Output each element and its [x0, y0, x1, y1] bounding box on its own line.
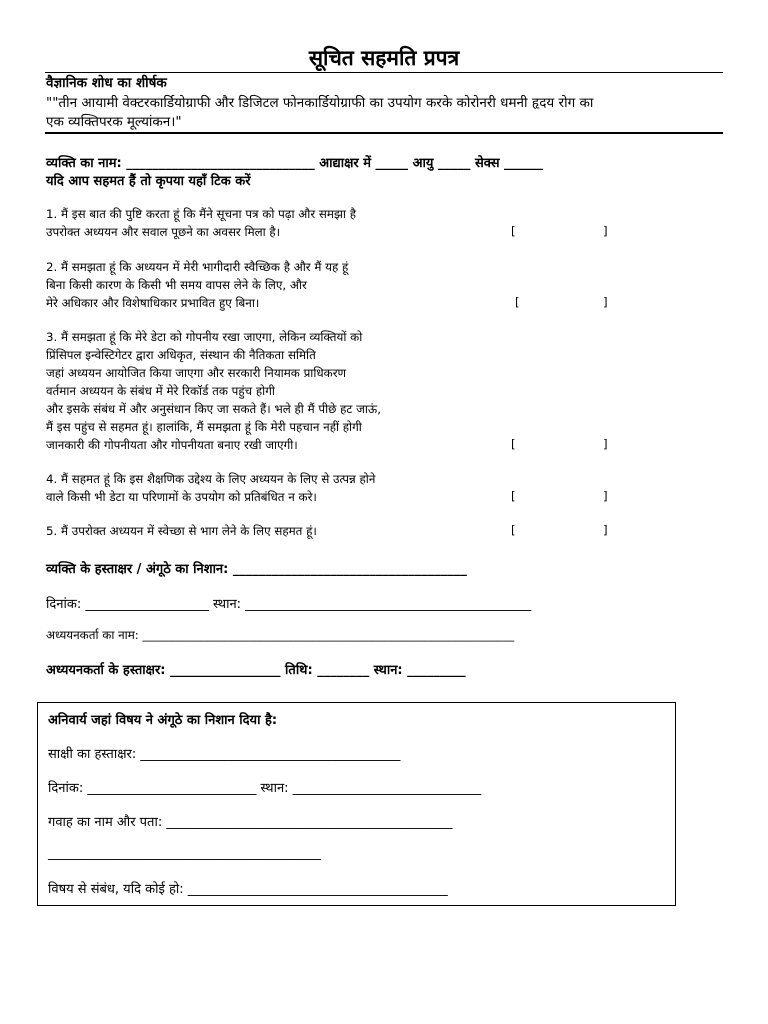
statement-5-line: 5. मैं उपरोक्त अध्ययन में स्वेच्छा से भाग लेने के लिए सहमत हूं।: [46, 524, 317, 538]
subject-name-line: व्यक्ति का नाम: _____________________________ आद्याक्षर में _____ आयु _____ सेक्स ______: [46, 156, 544, 171]
statement-3-tick-close[interactable]: ]: [603, 437, 608, 451]
witness-section: [37, 702, 676, 906]
research-title-line: एक व्यक्तिपरक मूल्यांकन।": [46, 114, 182, 130]
investigator-signature-field[interactable]: अध्ययनकर्ता के हस्ताक्षर: _________________ तिथि: ________ स्थान: _________: [46, 663, 466, 678]
subject-signature-field[interactable]: व्यक्ति के हस्ताक्षर / अंगूठे का निशान: ____________________________________: [46, 562, 467, 577]
witness-heading: अनिवार्य जहां विषय ने अंगूठे का निशान दिया है:: [48, 713, 278, 728]
witness-address-extra-line[interactable]: __________________________________________: [48, 846, 321, 861]
statement-4-line: 4. मैं सहमत हूं कि इस शैक्षणिक उद्देश्य के लिए अध्ययन के लिए से उत्पन्न होने: [46, 472, 376, 486]
statement-3-line: जानकारी की गोपनीयता और गोपनीयता बनाए रखी जाएगी।: [46, 438, 298, 452]
statement-1-line: 1. मैं इस बात की पुष्टि करता हूं कि मैंने सूचना पत्र को पढ़ा और समझा है: [46, 207, 356, 221]
statement-5-tick-open[interactable]: [: [511, 523, 516, 537]
witness-signature-field[interactable]: साक्षी का हस्ताक्षर: ________________________________________: [48, 747, 401, 762]
statement-3-line: मैं इस पहुंच से सहमत हूं। हालांकि, मैं समझता हूं कि मेरी पहचान नहीं होगी: [46, 420, 362, 434]
statement-3-line: और इसके संबंध में और अनुसंधान किए जा सकते हैं। भले ही मैं पीछे हट जाऊं,: [46, 402, 381, 416]
statement-3-tick-open[interactable]: [: [511, 437, 516, 451]
statement-1-line: उपरोक्त अध्ययन और सवाल पूछने का अवसर मिला है।: [46, 225, 281, 239]
statement-2-line: 2. मैं समझता हूं कि अध्ययन में मेरी भागीदारी स्वैच्छिक है और मैं यह हूं: [46, 260, 349, 274]
statement-3-line: 3. मैं समझता हूं कि मेरे डेटा को गोपनीय रखा जाएगा, लेकिन व्यक्तियों को: [46, 330, 363, 344]
tick-instruction: यदि आप सहमत हैं तो कृपया यहाँ टिक करें: [46, 174, 251, 189]
statement-2-line: बिना किसी कारण के किसी भी समय वापस लेने के लिए, और: [46, 278, 307, 292]
statement-5-tick-close[interactable]: ]: [603, 523, 608, 537]
research-title-line: ""तीन आयामी वेक्टरकार्डियोग्राफी और डिजिटल फोनकार्डियोग्राफी का उपयोग करके कोरोनरी धमनी हृदय रोग का: [46, 95, 594, 111]
investigator-name-field[interactable]: अध्ययनकर्ता का नाम: _______________________________________________________________: [46, 628, 515, 642]
relation-to-subject-field[interactable]: विषय से संबंध, यदि कोई हो: ________________________________________: [48, 882, 448, 897]
statement-4-tick-close[interactable]: ]: [603, 489, 608, 503]
statement-2-tick-close[interactable]: ]: [603, 295, 608, 309]
statement-3-line: जहां अध्ययन आयोजित किया जाएगा और सरकारी नियामक प्राधिकरण: [46, 366, 347, 380]
research-title-heading: वैज्ञानिक शोध का शीर्षक: [46, 75, 167, 91]
statement-2-line: मेरे अधिकार और विशेषाधिकार प्रभावित हुए बिना।: [46, 296, 260, 310]
date-place-field[interactable]: दिनांक: ___________________ स्थान: ____________________________________________: [46, 597, 532, 612]
statement-1-tick-close[interactable]: ]: [603, 224, 608, 238]
bottom-divider: [45, 132, 723, 134]
witness-name-address-field[interactable]: गवाह का नाम और पता: ____________________________________________: [48, 815, 453, 830]
form-title: सूचित सहमति प्रपत्र: [308, 46, 460, 70]
statement-1-tick-open[interactable]: [: [511, 224, 516, 238]
statement-4-line: वाले किसी भी डेटा या परिणामों के उपयोग को प्रतिबंधित न करे।: [46, 490, 317, 504]
statement-2-tick-open[interactable]: [: [515, 295, 520, 309]
statement-3-line: प्रिंसिपल इन्वेस्टिगेटर द्वारा अधिकृत, संस्थान की नैतिकता समिति: [46, 348, 316, 362]
statement-4-tick-open[interactable]: [: [511, 489, 516, 503]
witness-date-place-field[interactable]: दिनांक: __________________________ स्थान: _____________________________: [48, 781, 482, 796]
statement-3-line: वर्तमान अध्ययन के संबंध में मेरे रिकॉर्ड तक पहुंच होगी: [46, 384, 275, 398]
